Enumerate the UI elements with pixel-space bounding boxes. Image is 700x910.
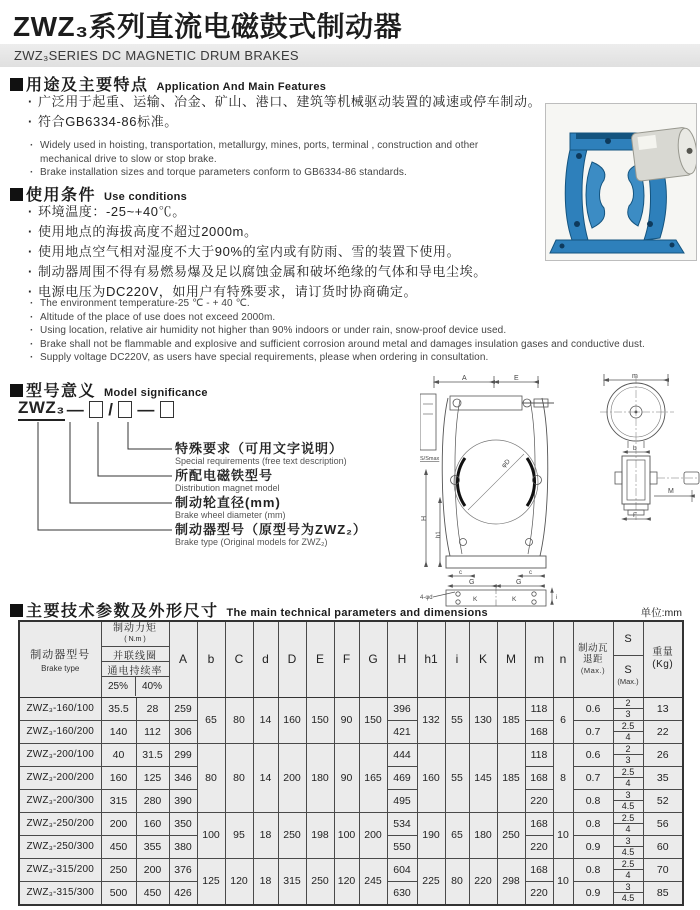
model-cell: ZWZ₃-250/200 — [19, 812, 101, 835]
table-row: ZWZ₃-200/100 40 31.5 299 80 80 14 200 180 90 165 444 160 55 145 185 118 8 0.6 2 3 26 — [19, 743, 683, 766]
model-cell: ZWZ₃-315/200 — [19, 858, 101, 881]
col-header-dim: G — [359, 621, 387, 697]
dim-label-H: H — [421, 515, 428, 521]
section-square-icon — [10, 604, 23, 617]
table-row: ZWZ₃-200/200 160 125 346 469 168 0.7 2.5 4 35 — [19, 766, 683, 789]
dim-label-b: b — [633, 445, 637, 452]
col-header-dim: d — [253, 621, 278, 697]
page-title: ZWZ₃系列直流电磁鼓式制动器 — [13, 11, 403, 42]
col-header-brake-type: 制动器型号 Brake type — [19, 621, 101, 697]
dim-label-h1: h1 — [436, 531, 442, 538]
model-formula: ZWZ₃ — / — — [18, 398, 177, 421]
dim-label-4phid: 4-φd — [420, 595, 433, 601]
table-row: ZWZ₃-160/200 140 112 306 421 168 0.7 2.5 4 22 — [19, 720, 683, 743]
col-header-shoe-clearance: 制动瓦 退距 (Max.) — [573, 621, 613, 697]
section-heading-features: 用途及主要特点 Application And Main Features — [10, 72, 326, 95]
feature-bullet-en: · Brake installation sizes and torque parameters conform to GB6334-86 standards. — [30, 166, 530, 180]
front-view-drawing — [420, 372, 582, 607]
condition-bullet-en: · Using location, relative air humidity not higher than 90% indoors or under rain, snow-proof device used. — [30, 324, 690, 338]
dim-label-G: G — [516, 579, 522, 586]
model-cell: ZWZ₃-200/300 — [19, 789, 101, 812]
model-label-magnet: 所配电磁铁型号 Distribution magnet model — [175, 468, 280, 493]
condition-bullet: · 制动器周围不得有易燃易爆及足以腐蚀金属和破坏绝缘的气体和导电尘埃。 — [28, 262, 688, 282]
col-header-dim: i — [445, 621, 469, 697]
dim-label-M: M — [668, 488, 674, 495]
condition-bullet-en: · Supply voltage DC220V, as users have special requirements, please when ordering in consultation. — [30, 351, 690, 365]
model-label-wheel: 制动轮直径(mm) Brake wheel diameter (mm) — [175, 495, 286, 520]
side-view-drawing — [588, 372, 700, 522]
model-cell: ZWZ₃-315/300 — [19, 881, 101, 905]
features-bullets-en — [30, 139, 530, 180]
col-header-dim: A — [169, 621, 197, 697]
col-header-dim: D — [278, 621, 306, 697]
section-heading-model: 型号意义 Model significance — [10, 378, 208, 401]
dim-label-K: K — [473, 596, 478, 603]
col-header-dim: m — [525, 621, 553, 697]
conditions-bullets-cn — [28, 202, 688, 302]
condition-bullet: · 使用地点空气相对湿度不大于90%的室内或有防雨、雪的装置下使用。 — [28, 242, 688, 262]
model-cell: ZWZ₃-200/200 — [19, 766, 101, 789]
model-cell: ZWZ₃-200/100 — [19, 743, 101, 766]
model-cell: ZWZ₃-250/300 — [19, 835, 101, 858]
dim-label-ssmax: S/Smax — [420, 456, 440, 462]
model-box-special — [160, 401, 174, 418]
dim-label-c: c — [459, 570, 462, 576]
model-label-special: 特殊要求（可用文字说明） Special requirements (free text description) — [175, 441, 347, 466]
model-label-type: 制动器型号（原型号为ZWZ₂） Brake type (Original models for ZWZ₂) — [175, 522, 367, 547]
col-header-dim: E — [306, 621, 334, 697]
model-box-magnet — [118, 401, 132, 418]
col-header-dim: H — [387, 621, 417, 697]
condition-bullet: · 环境温度：-25~+40℃。 — [28, 202, 688, 222]
conditions-bullets-en — [30, 297, 690, 365]
condition-bullet-en: · Altitude of the place of use does not exceed 2000m. — [30, 311, 690, 325]
model-connector-lines — [20, 422, 180, 540]
col-header-s: S S (Max.) — [613, 621, 643, 697]
table-row: ZWZ₃-250/300 450 355 380 550 220 0.9 3 4.5 60 — [19, 835, 683, 858]
col-header-dim: K — [469, 621, 497, 697]
section-heading-conditions: 使用条件 Use conditions — [10, 182, 187, 205]
col-header-dim: M — [497, 621, 525, 697]
dim-label-G: G — [469, 579, 475, 586]
dim-label-i: i — [556, 595, 558, 601]
dim-label-c: c — [529, 570, 532, 576]
dim-label-phiD: φD — [500, 458, 512, 470]
table-row: ZWZ₃-315/200 250 200 376 125 120 18 315 250 120 245 604 225 80 220 298 168 10 0.8 2.5 4 70 — [19, 858, 683, 881]
col-header-torque: 制动力矩 ( N.m ) 并联线圈 通电持续率 25% 40% — [101, 621, 169, 697]
table-row: ZWZ₃-200/300 315 280 390 495 220 0.8 3 4.5 52 — [19, 789, 683, 812]
feature-bullet: · 符合GB6334-86标准。 — [28, 112, 548, 132]
model-cell: ZWZ₃-160/200 — [19, 720, 101, 743]
section-square-icon — [10, 78, 23, 91]
dim-label-K: K — [512, 596, 517, 603]
condition-bullet: · 电源电压为DC220V，如用户有特殊要求，请订货时协商确定。 — [28, 282, 688, 302]
parameters-table — [18, 620, 684, 906]
model-box-wheel — [89, 401, 103, 418]
features-bullets-cn — [28, 92, 548, 132]
section-heading-params: 主要技术参数及外形尺寸 The main technical parameters and dimensions — [10, 598, 488, 621]
dim-label-m: m — [632, 373, 638, 380]
unit-label: 单位:mm — [640, 607, 682, 619]
table-row: ZWZ₃-160/100 35.5 28 259 65 80 14 160 150 90 150 396 132 55 130 185 118 6 0.6 2 3 13 — [19, 697, 683, 720]
col-header-dim: F — [334, 621, 359, 697]
dim-label-A: A — [462, 375, 467, 382]
condition-bullet-en: · The environment temperature-25 ℃ - + 40 ℃. — [30, 297, 690, 311]
model-cell: ZWZ₃-160/100 — [19, 697, 101, 720]
section-square-icon — [10, 384, 23, 397]
dim-label-E: E — [514, 375, 519, 382]
page-subtitle: ZWZ₃SERIES DC MAGNETIC DRUM BRAKES — [0, 44, 700, 67]
table-row: ZWZ₃-250/200 200 160 350 100 95 18 250 198 100 200 534 190 65 180 250 168 10 0.8 2.5 4 56 — [19, 812, 683, 835]
feature-bullet: · 广泛用于起重、运输、冶金、矿山、港口、建筑等机械驱动装置的减速或停车制动。 — [28, 92, 548, 112]
col-header-dim: n — [553, 621, 573, 697]
feature-bullet-en: · Widely used in hoisting, transportation, metallurgy, mines, ports, terminal , construction and other mechanical drive to slow or stop brake. — [30, 139, 530, 166]
table-header-row — [19, 621, 683, 697]
col-header-dim: b — [197, 621, 225, 697]
col-header-dim: C — [225, 621, 253, 697]
col-header-weight: 重量 (Kg) — [643, 621, 683, 697]
col-header-dim: h1 — [417, 621, 445, 697]
dim-label-F: F — [633, 512, 637, 519]
condition-bullet-en: · Brake shall not be flammable and explosive and sufficient corrosion around metal and damages insulation gases and conductive dust. — [30, 338, 690, 352]
section-square-icon — [10, 188, 23, 201]
condition-bullet: · 使用地点的海拔高度不超过2000m。 — [28, 222, 688, 242]
table-row: ZWZ₃-315/300 500 450 426 630 220 0.9 3 4.5 85 — [19, 881, 683, 905]
